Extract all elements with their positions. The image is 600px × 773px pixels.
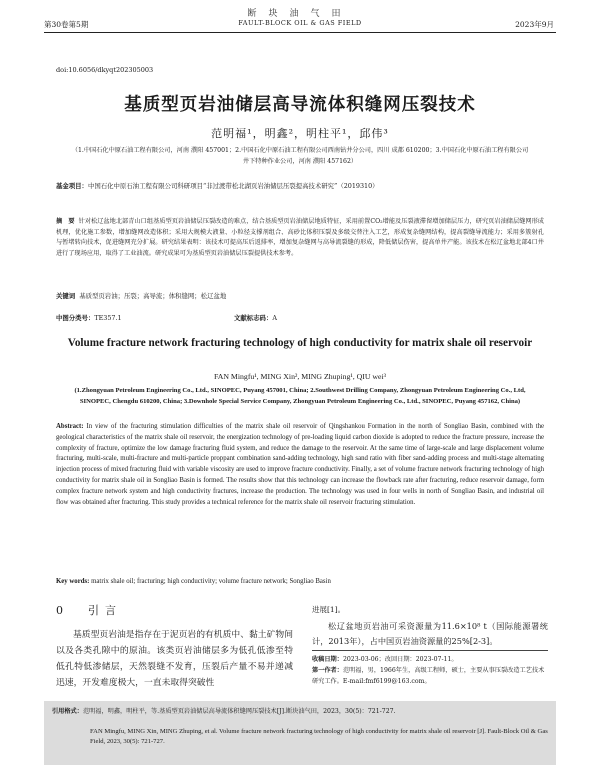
intro-left-text: 基质型页岩油是指存在于泥页岩的有机质中、黏土矿物间以及各类孔隙中的原油。该类页岩油储层多为低孔低渗至特低孔特低渗储层，天然裂缝不发育，压裂后产量不易并递减迅速，开发难度极大，一直未取得突破性	[56, 630, 293, 688]
dates-label: 收稿日期：	[312, 656, 343, 663]
title-en: Volume fracture network fracturing technology of high conductivity for matrix shale oil reservoir	[67, 337, 533, 349]
doc-code-value: A	[272, 314, 277, 322]
journal-name-en: FAULT-BLOCK OIL & GAS FIELD	[238, 19, 362, 27]
intro-right-top: 进展[1]。	[312, 605, 346, 614]
journal-name-cn: 断块油气田	[247, 9, 353, 19]
affiliations-cn: （1.中国石化中原石油工程有限公司，河南 濮阳 457001；2.中国石化中原石油工程有限公司西南钻井分公司，四川 成都 610200；3.中国石化中原石油工程有限公司井下特种作业公司，河南 濮阳 457162）	[71, 147, 529, 165]
intro-left-column	[56, 627, 293, 691]
keywords-en-text: matrix shale oil; fracturing; high conductivity; volume fracture network; Songliao Basin	[91, 578, 331, 585]
title-cn: 基质型页岩油储层高导流体积缝网压裂技术	[124, 95, 476, 115]
abstract-en	[56, 422, 544, 508]
abstract-cn	[56, 217, 544, 259]
citation-label: 引用格式：	[52, 708, 83, 715]
doi: doi:10.6056/dkyqt202305003	[56, 66, 154, 74]
first-author-label: 第一作者：	[312, 667, 343, 674]
intro-right-text: 松辽盆地页岩油可采资源量为11.6×10⁸ t（国际能源署统计，2013年），占中国页岩油资源量的25%[2-3]。	[312, 621, 548, 646]
intro-right-column	[312, 619, 548, 649]
abstract-cn-text: 针对松辽盆地北部青山口组基质型页岩油储层压裂改造的难点，结合基质型页岩油储层地质特征，采用前置CO₂增能及压裂液滞留增加储层压力，研究页岩油储层缝网形成机理，优化施工参数，增加缝网改造体积；采用大规模大液量、小粒径支撑剂组合、高砂比体积压裂及多级交替注入工艺，形成复杂缝网结构，提高裂缝导流能力；采用多簇射孔与暂堵转向技术，促进缝网充分扩展。研究结果表明：该技术可提高压后返排率，增加复杂缝网与高导流裂缝的形成，降低储层伤害，提高单井产能。该技术在松辽盆地北部4口井进行了现场应用，取得了工业油流。研究成果可为基质型页岩油储层压裂提供技术参考。	[56, 218, 544, 257]
abstract-cn-label: 摘 要	[56, 218, 75, 225]
citation-en: FAN Mingfu, MING Xin, MING Zhuping, et al. Volume fracture network fracturing technology of high conductivity for matrix shale oil reservoir [J]. Fault-Block Oil & Gas Field, 2023, 30(5): 721-727.	[90, 728, 548, 746]
keywords-cn	[56, 291, 544, 300]
fund-text: 中国石化中原石油工程有限公司科研项目“非过渡带松北湖页岩油储层压裂提高技术研究”（2019310）	[87, 182, 379, 190]
fund-label: 基金项目：	[56, 182, 88, 190]
dates-text: 2023-03-06；改回日期：2023-07-11。	[342, 656, 458, 663]
article-info-rule	[312, 650, 548, 651]
first-author-text: 范明福，男，1966年生，高级工程师，硕士，主要从事压裂改造工艺技术研究工作。E-mail:fmf6199@163.com。	[312, 667, 545, 685]
article-info	[312, 654, 548, 687]
keywords-cn-label: 关键词	[56, 292, 76, 300]
affiliations-en: (1.Zhongyuan Petroleum Engineering Co., Ltd., SINOPEC, Puyang 457001, China; 2.Southwest Drilling Company, Zhongyuan Petroleum Engineering Co., Ltd, SINOPEC, Chengdu 610200, China; 3.Downhole Special Service Company, Zhongyuan Petroleum Engineering Co., Ltd., SINOPEC, Puyang 457162, China)	[74, 387, 526, 405]
clc-value: TE357.1	[94, 314, 122, 322]
abstract-en-text: In view of the fracturing stimulation difficulties of the matrix shale oil reservoir of Qingshankou Formation in the north of Songliao Basin, combined with the geological characteristics of the matrix shale oil reservoir, the energization technology of pre-loading liquid carbon dioxide is adopted to reduce the fracture pressure, increase the complexity of fracture, optimize the low damage fracturing fluid system, and reduce the damage to the reservoir. At the same time of large-scale and large displacement volume fracturing, multi-scale, multi-fracture and multi-particle proppant combination sand-adding technology, high sand ratio with fiber sand-adding process and multi-stage alternating injection process of mixed fracturing fluid with variable viscosity are used to improve fracture conductivity. Finally, a set of volume fracture network fracturing technology of high conductivity for matrix shale oil in Songliao Basin is formed. The results show that this technology can increase the flowback rate after fracturing, reduce reservoir damage, form complex fracture network system and high conductivity fractures, increase the production. The technology was used in four wells in north of Songliao Basin, and industrial oil flow was obtained after fracturing. This study provides a technical reference for the matrix shale oil reservoir fracturing stimulation.	[56, 423, 545, 506]
clc-label: 中图分类号：	[56, 314, 95, 322]
keywords-en-label: Key words:	[56, 578, 90, 585]
header-rule	[44, 32, 556, 33]
fund-info	[56, 181, 546, 190]
clc-number	[56, 313, 122, 322]
section-heading	[56, 602, 122, 618]
volume-issue: 第30卷第5期	[44, 20, 89, 29]
abstract-en-label: Abstract:	[56, 423, 84, 430]
keywords-en	[56, 578, 544, 585]
section-title: 引言	[88, 604, 122, 617]
citation-cn-text: 范明福，明鑫，明柱平，等.基质型页岩油储层高导流体积缝网压裂技术[J].断块油气田，2023，30(5)：721-727.	[82, 708, 396, 715]
authors-cn: 范明福¹，明鑫²，明柱平¹，邱伟³	[211, 127, 389, 140]
issue-date: 2023年9月	[515, 20, 554, 29]
document-code	[234, 313, 277, 322]
section-number: 0	[56, 604, 69, 617]
citation-cn	[52, 707, 552, 718]
doc-code-label: 文献标志码：	[234, 314, 273, 322]
keywords-cn-text: 基质型页岩油；压裂；高导流；体积缝网；松辽盆地	[79, 292, 227, 300]
authors-en: FAN Mingfu¹, MING Xin², MING Zhuping¹, QIU wei³	[213, 372, 387, 381]
